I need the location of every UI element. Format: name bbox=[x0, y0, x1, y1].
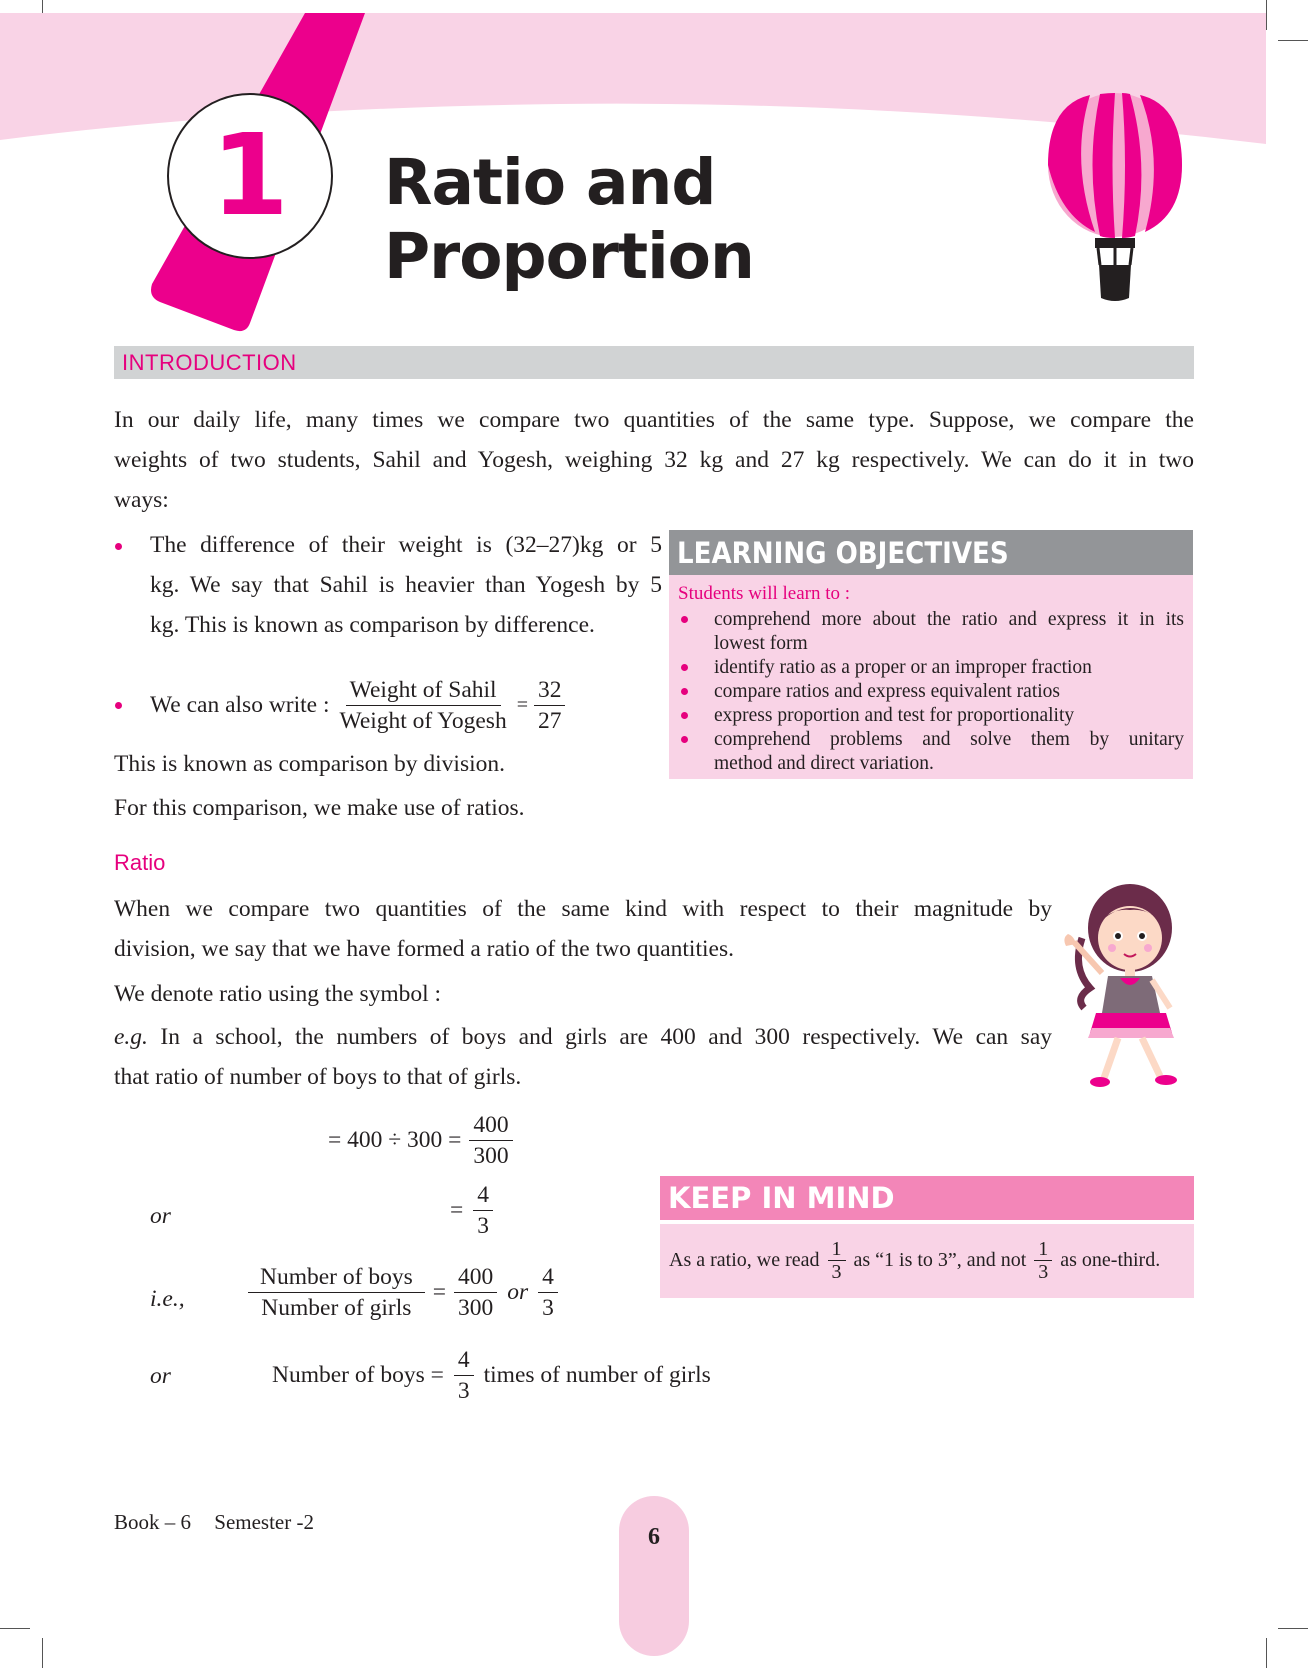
crop-mark bbox=[1266, 1638, 1267, 1668]
objective-line: method and direct variation. bbox=[714, 753, 934, 774]
bullet-line: The difference of their weight is (32–27)kg or 5 bbox=[150, 532, 662, 558]
chapter-title-line1: Ratio and bbox=[384, 146, 716, 219]
equation-1 bbox=[328, 1110, 513, 1171]
fraction-numerator: 32 bbox=[534, 675, 566, 706]
equation-lhs: = 400 ÷ 300 = bbox=[328, 1127, 462, 1153]
equation-prefix: We can also write : bbox=[150, 692, 330, 718]
footer-book-info bbox=[114, 1510, 314, 1535]
equation-lhs: Number of boys = bbox=[272, 1362, 444, 1388]
equation-fraction bbox=[538, 1262, 558, 1323]
objective-item: express proportion and test for proportionality bbox=[714, 705, 1075, 726]
bullet-dot bbox=[681, 736, 688, 743]
introduction-heading: INTRODUCTION bbox=[114, 346, 1194, 379]
chapter-title bbox=[384, 146, 754, 294]
fraction-denominator: 3 bbox=[477, 1213, 490, 1239]
bullet-dot bbox=[681, 616, 688, 623]
equals-sign: = bbox=[450, 1197, 464, 1223]
equation-fraction bbox=[454, 1345, 474, 1406]
or-label: or bbox=[507, 1279, 529, 1305]
or-label: or bbox=[150, 1363, 171, 1389]
fraction-numerator: 400 bbox=[454, 1262, 497, 1293]
equation-fraction bbox=[469, 1110, 512, 1171]
fraction-denominator: Number of girls bbox=[261, 1295, 412, 1321]
bullet-difference bbox=[150, 525, 662, 645]
example-text: In a school, the numbers of boys and girls are 400 and 300 respectively. We can say bbox=[147, 1024, 1052, 1050]
equation-fraction bbox=[454, 1262, 497, 1323]
fraction-numerator: 4 bbox=[473, 1180, 493, 1211]
weight-fraction bbox=[336, 675, 511, 736]
division-text: This is known as comparison by division. bbox=[114, 751, 505, 777]
fraction-denominator: 3 bbox=[1038, 1261, 1049, 1283]
fraction-denominator: 27 bbox=[537, 708, 562, 734]
bullet-dot bbox=[115, 702, 122, 709]
book-label: Book – 6 bbox=[114, 1510, 192, 1534]
semester-label: Semester -2 bbox=[214, 1510, 314, 1534]
ratio-heading: Ratio bbox=[114, 850, 166, 875]
bullet-dot bbox=[115, 543, 122, 550]
equation-2 bbox=[450, 1180, 493, 1241]
intro-line: ways: bbox=[114, 487, 169, 513]
equation-3 bbox=[248, 1262, 558, 1323]
ratio-line: division, we say that we have formed a ratio of the two quantities. bbox=[114, 936, 734, 962]
girl-illustration bbox=[1060, 878, 1200, 1096]
bullet-dot bbox=[681, 712, 688, 719]
hot-air-balloon-icon bbox=[1048, 93, 1182, 301]
keep-in-mind-text bbox=[669, 1238, 1160, 1283]
objective-line: comprehend problems and solve them by unitary bbox=[714, 729, 1184, 750]
or-label: or bbox=[150, 1203, 171, 1229]
crop-mark bbox=[1278, 1628, 1308, 1629]
intro-paragraph bbox=[114, 400, 1194, 520]
fraction-denominator: 3 bbox=[831, 1261, 842, 1283]
page-number-tab bbox=[619, 1496, 689, 1656]
objective-item: identify ratio as a proper or an improper fraction bbox=[714, 657, 1092, 678]
fraction-denominator: Weight of Yogesh bbox=[339, 708, 507, 734]
equation-4 bbox=[272, 1345, 711, 1406]
ie-label: i.e., bbox=[150, 1286, 185, 1312]
value-fraction bbox=[534, 675, 566, 736]
kim-fraction bbox=[828, 1238, 846, 1283]
ratio-symbol-text: We denote ratio using the symbol : bbox=[114, 981, 442, 1007]
objective-line: lowest form bbox=[714, 633, 808, 654]
page-number: 6 bbox=[648, 1524, 660, 1550]
ratios-text: For this comparison, we make use of ratios. bbox=[114, 795, 525, 821]
chapter-number: 1 bbox=[167, 93, 333, 259]
kim-fraction bbox=[1034, 1238, 1052, 1283]
equation-fraction bbox=[473, 1180, 493, 1241]
objective-item bbox=[714, 728, 1184, 776]
bullet-dot bbox=[681, 688, 688, 695]
fraction-numerator: 1 bbox=[1034, 1238, 1052, 1261]
eg-label: e.g. bbox=[114, 1024, 148, 1050]
kim-text-part: as “1 is to 3”, and not bbox=[853, 1249, 1027, 1271]
chapter-title-line2: Proportion bbox=[384, 220, 754, 293]
fraction-numerator: 4 bbox=[538, 1262, 558, 1293]
equals-sign: = bbox=[516, 694, 528, 716]
equals-sign: = bbox=[432, 1279, 446, 1305]
crop-mark bbox=[0, 1628, 30, 1629]
example-line bbox=[114, 1017, 1052, 1057]
fraction-denominator: 3 bbox=[457, 1378, 470, 1404]
equation-rhs: times of number of girls bbox=[483, 1362, 711, 1388]
crop-mark bbox=[42, 1638, 43, 1668]
fraction-numerator: 1 bbox=[828, 1238, 846, 1261]
ratio-line: When we compare two quantities of the same kind with respect to their magnitude by bbox=[114, 896, 1052, 922]
boys-girls-fraction bbox=[248, 1262, 425, 1323]
learning-objectives-subheading: Students will learn to : bbox=[678, 583, 851, 604]
fraction-denominator: 3 bbox=[542, 1295, 554, 1321]
example-paragraph bbox=[114, 1017, 1052, 1097]
objective-item bbox=[714, 608, 1184, 656]
objective-line: comprehend more about the ratio and express it in its bbox=[714, 609, 1184, 630]
bullet-line: kg. This is known as comparison by difference. bbox=[150, 612, 595, 638]
fraction-numerator: 4 bbox=[454, 1345, 474, 1376]
fraction-numerator: Weight of Sahil bbox=[346, 675, 501, 706]
objective-item: compare ratios and express equivalent ratios bbox=[714, 681, 1061, 702]
bullet-dot bbox=[681, 664, 688, 671]
kim-text-part: As a ratio, we read bbox=[669, 1249, 820, 1271]
intro-line: weights of two students, Sahil and Yogesh, weighing 32 kg and 27 kg respectively. We can do it in two bbox=[114, 447, 1194, 473]
fraction-numerator: Number of boys bbox=[248, 1262, 425, 1293]
learning-objectives-heading: LEARNING OBJECTIVES bbox=[669, 530, 1193, 575]
bullet-line: kg. We say that Sahil is heavier than Yogesh by 5 bbox=[150, 572, 662, 598]
bullet-division-equation bbox=[150, 675, 565, 736]
keep-in-mind-heading: KEEP IN MIND bbox=[660, 1176, 1194, 1220]
fraction-numerator: 400 bbox=[469, 1110, 512, 1141]
intro-line: In our daily life, many times we compare two quantities of the same type. Suppose, we compare the bbox=[114, 407, 1194, 433]
ratio-paragraph bbox=[114, 889, 1052, 969]
fraction-denominator: 300 bbox=[473, 1143, 509, 1169]
fraction-denominator: 300 bbox=[458, 1295, 494, 1321]
example-line: that ratio of number of boys to that of girls. bbox=[114, 1064, 522, 1090]
kim-text-part: as one-third. bbox=[1060, 1249, 1161, 1271]
